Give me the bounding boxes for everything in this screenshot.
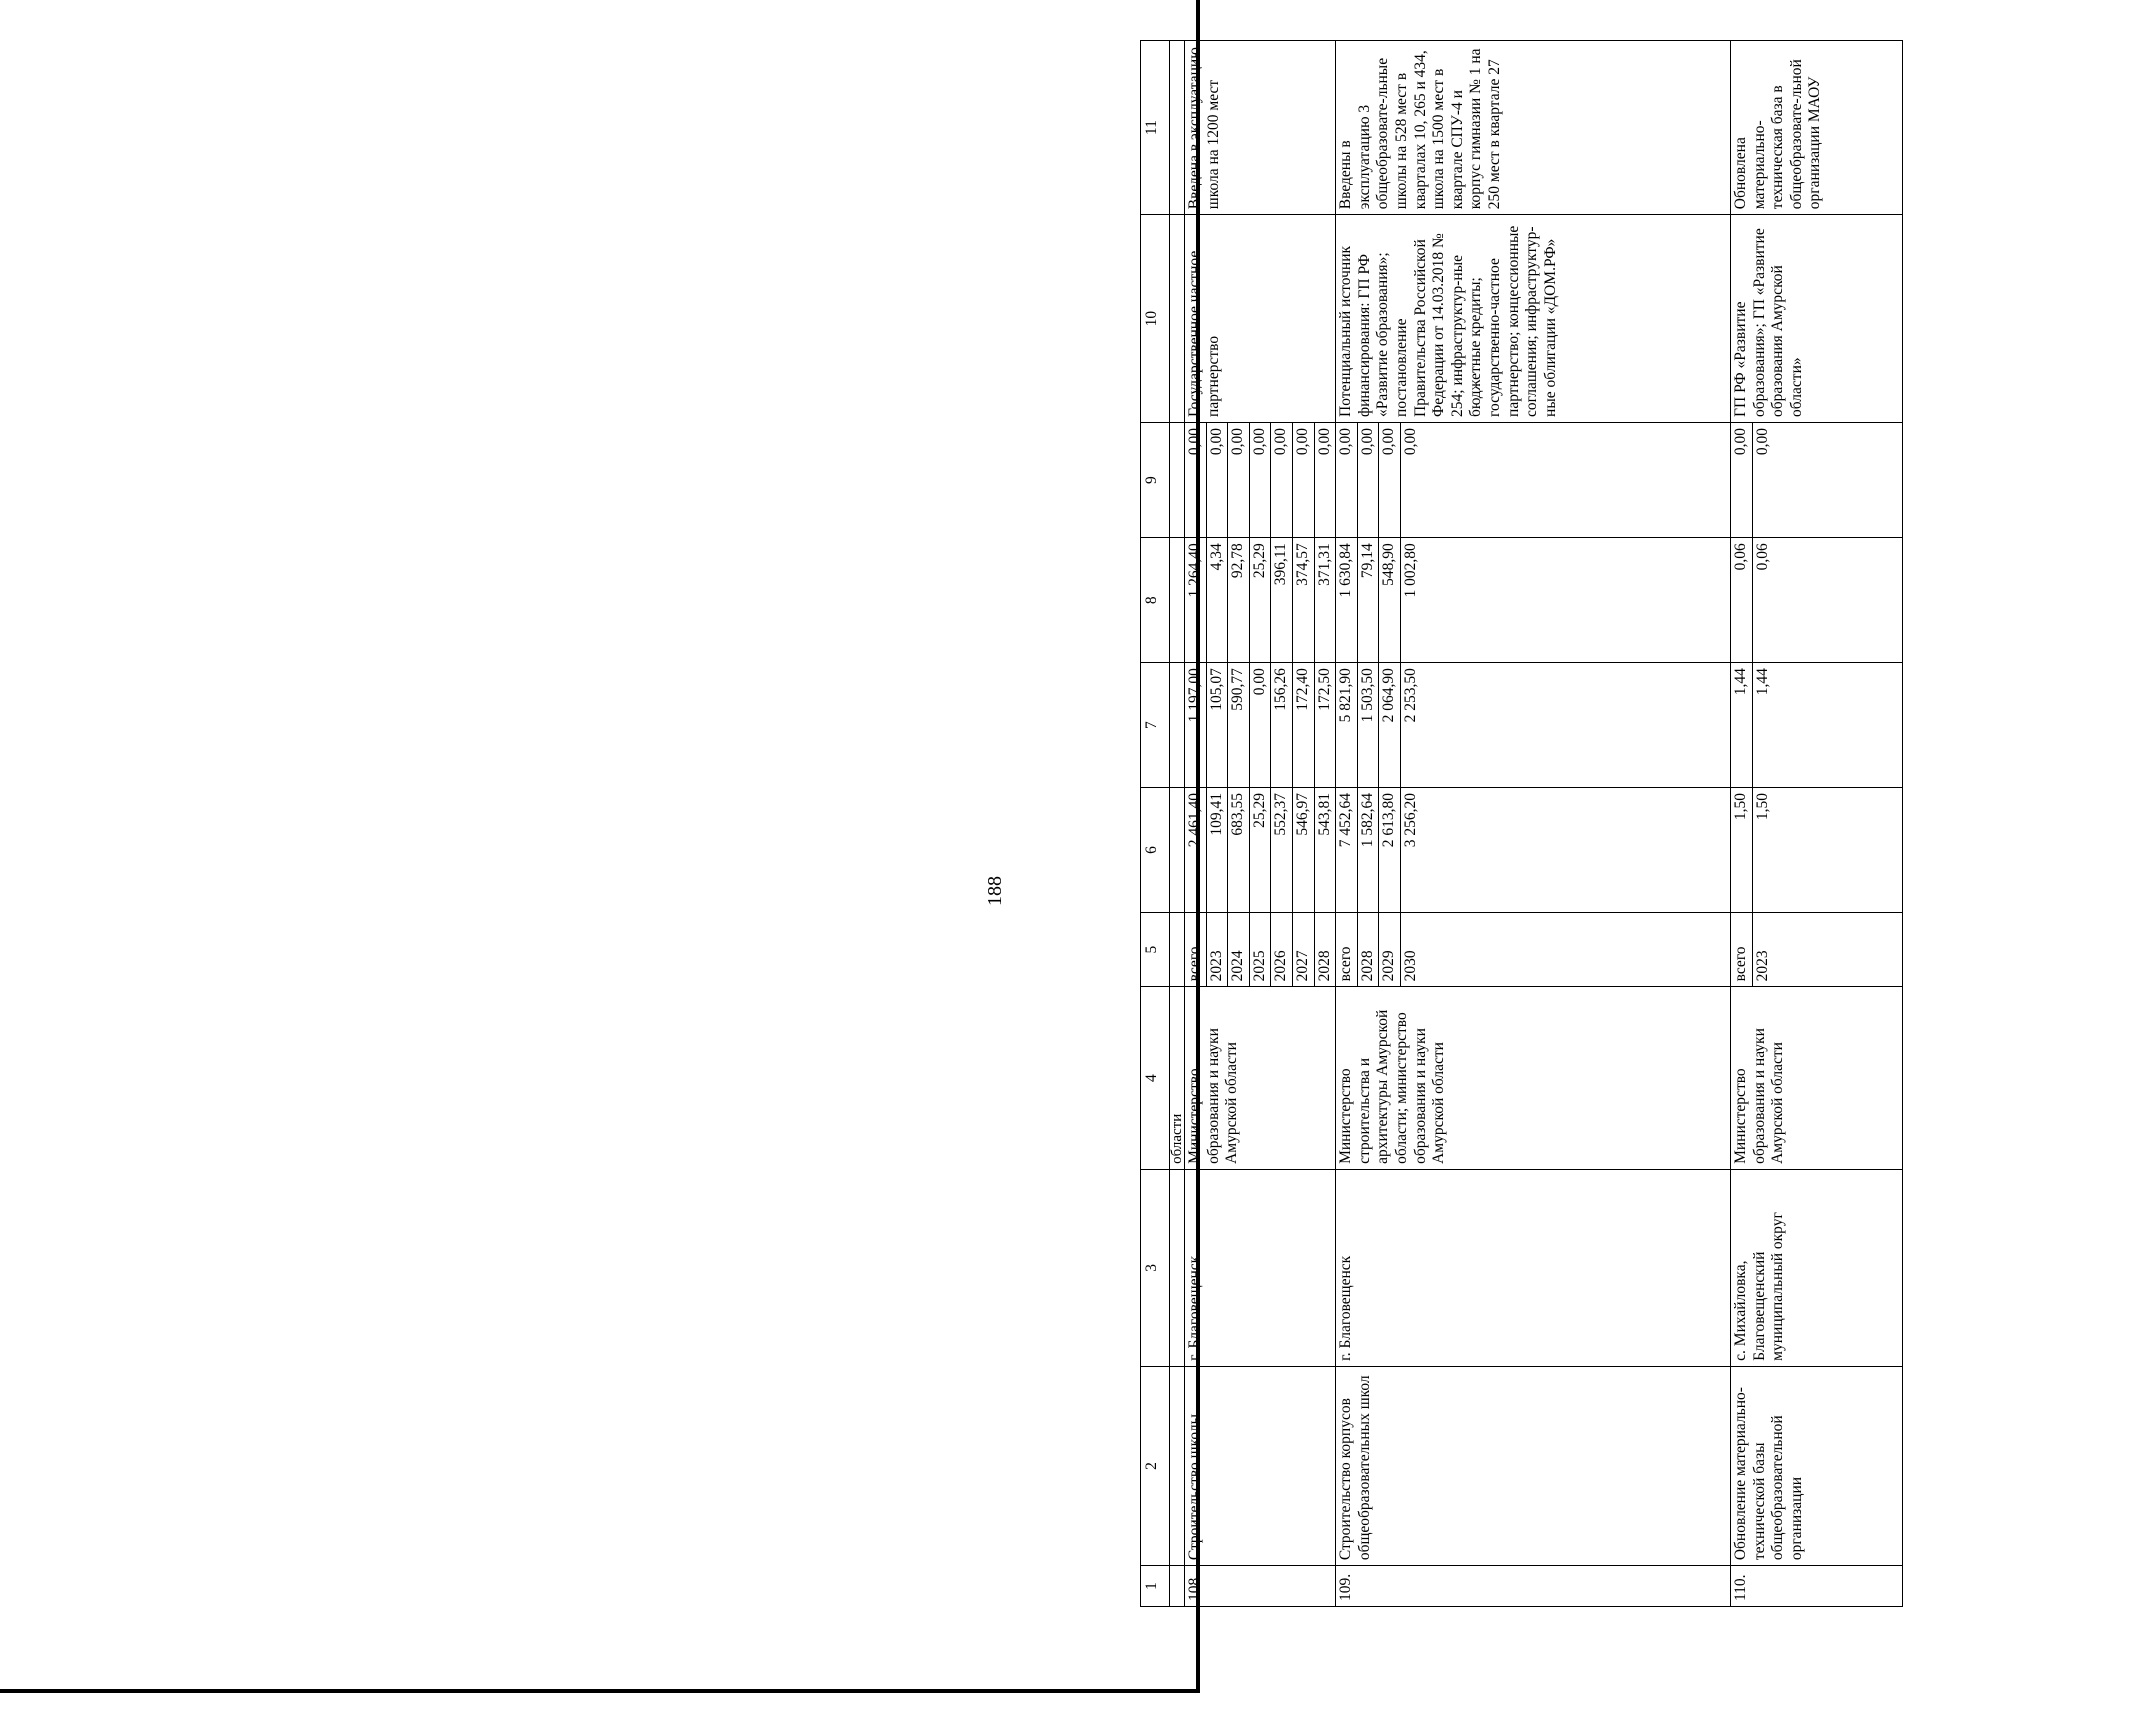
- value-col6: 683,55: [1228, 788, 1250, 913]
- expected-result: Введены в эксплуатацию 3 общеобразовате-льные школы на 528 мест в кварталах 10, 265 и 434, школа на 1500 мест в квартале СПУ-4 и корпус гимназии № 1 на 250 мест в квартале 27: [1336, 41, 1731, 215]
- header-cell: 6: [1141, 788, 1170, 913]
- value-col7: 0,00: [1249, 663, 1271, 788]
- value-col9: 0,00: [1314, 422, 1336, 537]
- value-col8: 4,34: [1206, 538, 1228, 663]
- value-col6: 546,97: [1292, 788, 1314, 913]
- table-row: [1185, 41, 1207, 1607]
- program-table: [1140, 40, 1903, 1607]
- continuation-row: [1170, 41, 1185, 1607]
- project-location: г. Благовещенск: [1336, 1169, 1731, 1366]
- scan-edge-bottom: [0, 1689, 1200, 1693]
- project-name: Строительство корпусов общеобразовательных школ: [1336, 1366, 1731, 1565]
- value-col7: 172,50: [1314, 663, 1336, 788]
- project-executor: Министерство строительства и архитектуры Амурской области; министерство образования и науки Амурской области: [1336, 987, 1731, 1170]
- value-col8: 374,57: [1292, 538, 1314, 663]
- year-cell: 2023: [1206, 912, 1228, 986]
- funding-source: ГП РФ «Развитие образования»; ГП «Развитие образования Амурской области»: [1730, 215, 1902, 423]
- header-cell: 2: [1141, 1366, 1170, 1565]
- value-col9: 0,00: [1292, 422, 1314, 537]
- year-cell: 2026: [1271, 912, 1293, 986]
- value-col7: 5 821,90: [1336, 663, 1358, 788]
- year-cell: 2027: [1292, 912, 1314, 986]
- value-col8: 1 630,84: [1336, 538, 1358, 663]
- value-col6: 2 461,40: [1185, 788, 1207, 913]
- value-col9: 0,00: [1730, 422, 1752, 537]
- value-col8: 1 264,40: [1185, 538, 1207, 663]
- value-col9: 0,00: [1400, 422, 1730, 537]
- year-cell: 2025: [1249, 912, 1271, 986]
- value-col9: 0,00: [1379, 422, 1401, 537]
- value-col9: 0,00: [1228, 422, 1250, 537]
- year-cell: всего: [1336, 912, 1358, 986]
- value-col9: 0,00: [1752, 422, 1902, 537]
- page-number-text: 188: [984, 876, 1006, 906]
- value-col6: 2 613,80: [1379, 788, 1401, 913]
- value-col8: 0,06: [1730, 538, 1752, 663]
- project-name: Строительство школы: [1185, 1366, 1336, 1565]
- header-cell: 5: [1141, 912, 1170, 986]
- table-row: [1730, 41, 1752, 1607]
- value-col7: 1 503,50: [1357, 663, 1379, 788]
- value-col7: 1 197,00: [1185, 663, 1207, 788]
- project-location: с. Михайловка, Благовещенский муниципальный округ: [1730, 1169, 1902, 1366]
- value-col8: 79,14: [1357, 538, 1379, 663]
- value-col7: 2 253,50: [1400, 663, 1730, 788]
- value-col7: 1,44: [1752, 663, 1902, 788]
- value-col9: 0,00: [1206, 422, 1228, 537]
- value-col8: 0,06: [1752, 538, 1902, 663]
- value-col8: 1 002,80: [1400, 538, 1730, 663]
- value-col7: 1,44: [1730, 663, 1752, 788]
- funding-source: Государственное частное партнерство: [1185, 215, 1336, 423]
- header-cell: 8: [1141, 538, 1170, 663]
- value-col6: 552,37: [1271, 788, 1293, 913]
- value-col9: 0,00: [1249, 422, 1271, 537]
- header-cell: 3: [1141, 1169, 1170, 1366]
- header-cell: 4: [1141, 987, 1170, 1170]
- year-cell: 2029: [1379, 912, 1401, 986]
- value-col7: 156,26: [1271, 663, 1293, 788]
- project-name: Обновление материально-технической базы общеобразовательной организации: [1730, 1366, 1902, 1565]
- year-cell: 2028: [1357, 912, 1379, 986]
- expected-result: Обновлена материально-техническая база в общеобразовате-льной организации МАОУ: [1730, 41, 1902, 215]
- value-col8: 548,90: [1379, 538, 1401, 663]
- value-col6: 1 582,64: [1357, 788, 1379, 913]
- header-cell: 7: [1141, 663, 1170, 788]
- header-cell: 11: [1141, 41, 1170, 215]
- value-col9: 0,00: [1336, 422, 1358, 537]
- value-col6: 3 256,20: [1400, 788, 1730, 913]
- row-number: 109.: [1336, 1566, 1731, 1607]
- value-col6: 25,29: [1249, 788, 1271, 913]
- value-col8: 396,11: [1271, 538, 1293, 663]
- project-executor: Министерство образования и науки Амурской области: [1185, 987, 1336, 1170]
- value-col8: 92,78: [1228, 538, 1250, 663]
- year-cell: всего: [1185, 912, 1207, 986]
- value-col7: 2 064,90: [1379, 663, 1401, 788]
- page-number: [920, 40, 1006, 1733]
- value-col6: 1,50: [1730, 788, 1752, 913]
- year-cell: 2024: [1228, 912, 1250, 986]
- funding-source: Потенциальный источник финансирования: ГП РФ «Развитие образования»; постановление Правительства Российской Федерации от 14.03.2018 № 254; инфраструктур-ные бюджетные кредиты; государственно-частное партнерство; концессионные соглашения; инфраструктур-ные облигации «ДОМ.РФ»: [1336, 215, 1731, 423]
- value-col7: 172,40: [1292, 663, 1314, 788]
- value-col9: 0,00: [1185, 422, 1207, 537]
- value-col6: 7 452,64: [1336, 788, 1358, 913]
- value-col9: 0,00: [1271, 422, 1293, 537]
- row-number: 110.: [1730, 1566, 1902, 1607]
- year-cell: всего: [1730, 912, 1752, 986]
- year-cell: 2028: [1314, 912, 1336, 986]
- value-col7: 105,07: [1206, 663, 1228, 788]
- header-cell: 9: [1141, 422, 1170, 537]
- value-col6: 543,81: [1314, 788, 1336, 913]
- value-col7: 590,77: [1228, 663, 1250, 788]
- header-cell: 10: [1141, 215, 1170, 423]
- year-cell: 2030: [1400, 912, 1730, 986]
- expected-result: Введена в эксплуатацию школа на 1200 мест: [1185, 41, 1336, 215]
- year-cell: 2023: [1752, 912, 1902, 986]
- project-location: г. Благовещенск: [1185, 1169, 1336, 1366]
- value-col6: 109,41: [1206, 788, 1228, 913]
- continuation-text: области: [1170, 987, 1185, 1170]
- rotated-table-wrapper: [1136, 40, 2136, 1640]
- value-col8: 25,29: [1249, 538, 1271, 663]
- value-col6: 1,50: [1752, 788, 1902, 913]
- project-executor: Министерство образования и науки Амурской области: [1730, 987, 1902, 1170]
- row-number: 108.: [1185, 1566, 1336, 1607]
- header-cell: 1: [1141, 1566, 1170, 1607]
- value-col8: 371,31: [1314, 538, 1336, 663]
- table-row: [1336, 41, 1358, 1607]
- header-row: [1141, 41, 1170, 1607]
- value-col9: 0,00: [1357, 422, 1379, 537]
